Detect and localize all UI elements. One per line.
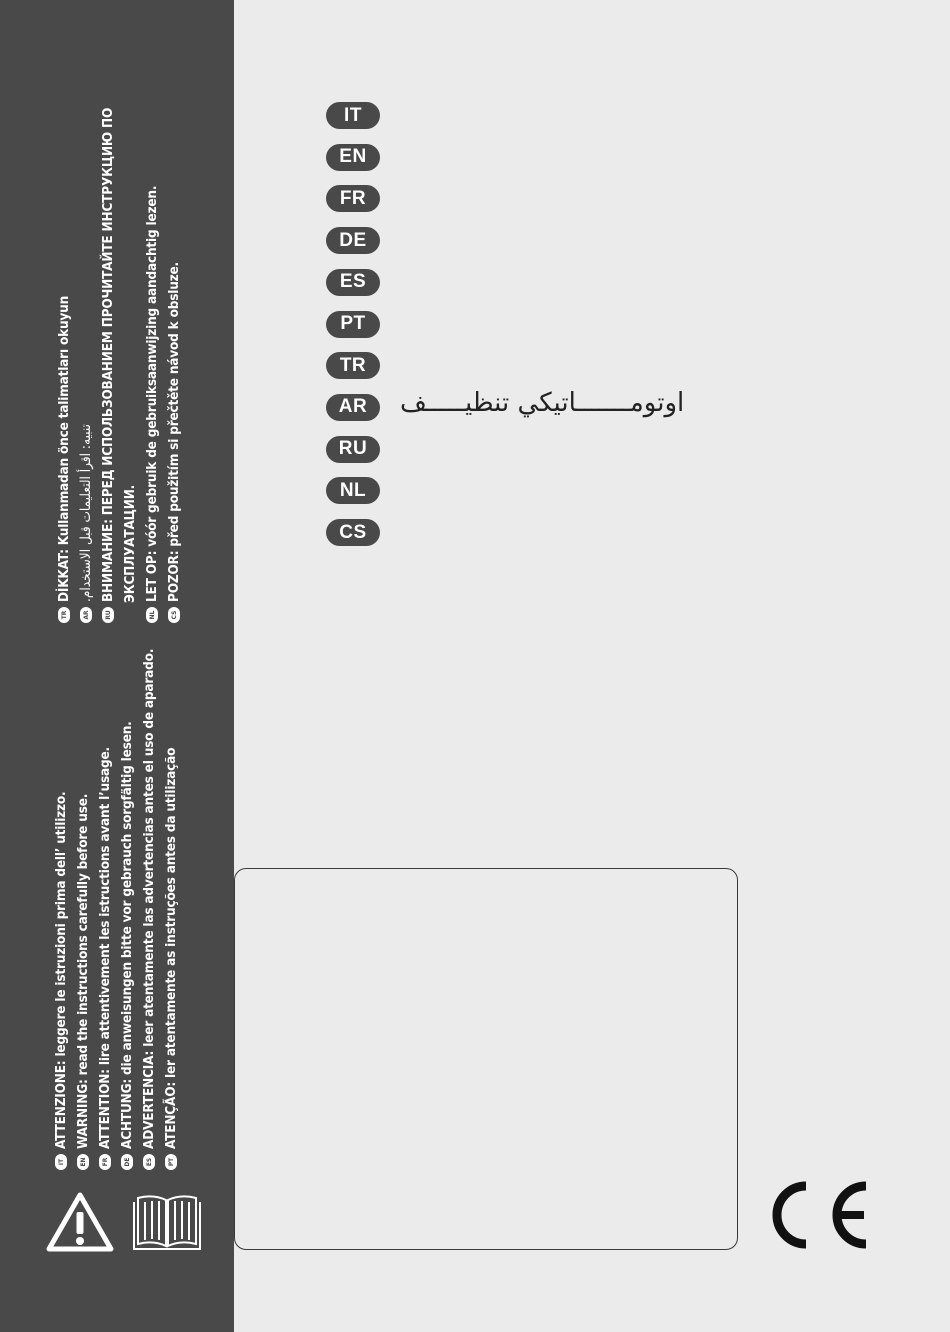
- warning-text: vóór gebruik de gebruiksaanwijzing aandachtig lezen.: [144, 185, 160, 547]
- language-badge-es: ES: [326, 269, 380, 296]
- language-badge-cs: CS: [326, 519, 380, 546]
- warning-line: [50, 649, 72, 1170]
- warning-text: leer atentamente las advertencias antes el uso de aparado.: [141, 648, 157, 1047]
- warning-text: Kullanmadan önce talimatları okuyun: [56, 295, 72, 546]
- language-code-badge: RU: [102, 607, 114, 623]
- warning-label: ВНИМАНИЕ:: [100, 519, 116, 602]
- language-badge-tr: TR: [326, 352, 380, 379]
- warning-text: leggere le istruzioni prima dell’ utilizzo.: [53, 791, 69, 1057]
- language-code-badge: TR: [58, 607, 70, 623]
- warning-text: ПЕРЕД ИСПОЛЬЗОВАНИЕМ ПРОЧИТАЙТЕ ИНСТРУКЦИЮ ПО: [100, 107, 116, 516]
- language-badge-de: DE: [326, 227, 380, 254]
- language-badge-fr: FR: [326, 185, 380, 212]
- language-badge-en: EN: [326, 144, 380, 171]
- warning-text: تنبيه: اقرأ التعليمات قبل الاستخدام.: [78, 424, 94, 602]
- language-code-badge: EN: [77, 1154, 89, 1170]
- warning-label: POZOR:: [166, 550, 182, 602]
- warning-line: [119, 108, 141, 623]
- warning-column-2: [53, 108, 185, 623]
- language-code-badge: CS: [168, 607, 180, 623]
- language-code-badge: AR: [80, 607, 92, 623]
- warning-line: [116, 649, 138, 1170]
- warning-line: [94, 649, 116, 1170]
- warning-line: [160, 649, 182, 1170]
- warning-sidebar: [0, 0, 234, 1332]
- warning-label: DİKKAT:: [56, 549, 72, 602]
- language-badge-it: IT: [326, 102, 380, 129]
- instruction-book-icon: [131, 1192, 203, 1252]
- warning-label: WARNING:: [75, 1079, 91, 1149]
- warning-text: před použitím si přečtěte návod k obsluze.: [166, 262, 182, 547]
- language-badge-pt: PT: [326, 311, 380, 338]
- product-label-box: [234, 868, 738, 1250]
- warning-text: ler atentamente as instruções antes da utilização: [163, 747, 179, 1078]
- warning-line: [75, 108, 97, 623]
- language-badge-ar: AR: [326, 394, 380, 421]
- language-badge-nl: NL: [326, 477, 380, 504]
- warning-line: [97, 108, 119, 623]
- warning-line: [138, 649, 160, 1170]
- language-code-badge: FR: [99, 1154, 111, 1170]
- warning-text: lire attentivement les istructions avant l’usage.: [97, 747, 113, 1066]
- warning-label: ATTENTION:: [97, 1069, 113, 1149]
- language-badge-ru: RU: [326, 436, 380, 463]
- warning-label: ADVERTENCIA:: [141, 1050, 157, 1149]
- ce-mark-logo: [768, 1178, 872, 1252]
- language-code-badge: ES: [143, 1154, 155, 1170]
- language-code-badge: DE: [121, 1154, 133, 1170]
- warning-line: [141, 108, 163, 623]
- language-code-badge: NL: [146, 607, 158, 623]
- warning-label: LET OP:: [144, 550, 160, 602]
- warning-label: ATTENZIONE:: [53, 1060, 69, 1149]
- warning-text: read the instructions carefully before use.: [75, 793, 91, 1076]
- warning-triangle-icon: [46, 1192, 114, 1252]
- language-code-badge: PT: [165, 1154, 177, 1170]
- warning-label: ATENÇÃO:: [163, 1082, 179, 1149]
- warning-text: die anweisungen bitte vor gebrauch sorgfältig lesen.: [119, 721, 135, 1075]
- language-title-ar: اوتومـــــــاتيكي تنظيـــــف: [400, 387, 685, 418]
- language-code-badge: IT: [55, 1154, 67, 1170]
- warning-line: [72, 649, 94, 1170]
- warning-line: [53, 108, 75, 623]
- warning-column-1: [50, 649, 182, 1170]
- warning-text: ЭКСПЛУАТАЦИИ.: [122, 484, 138, 603]
- warning-line: [163, 108, 185, 623]
- warning-label: ACHTUNG:: [119, 1078, 135, 1149]
